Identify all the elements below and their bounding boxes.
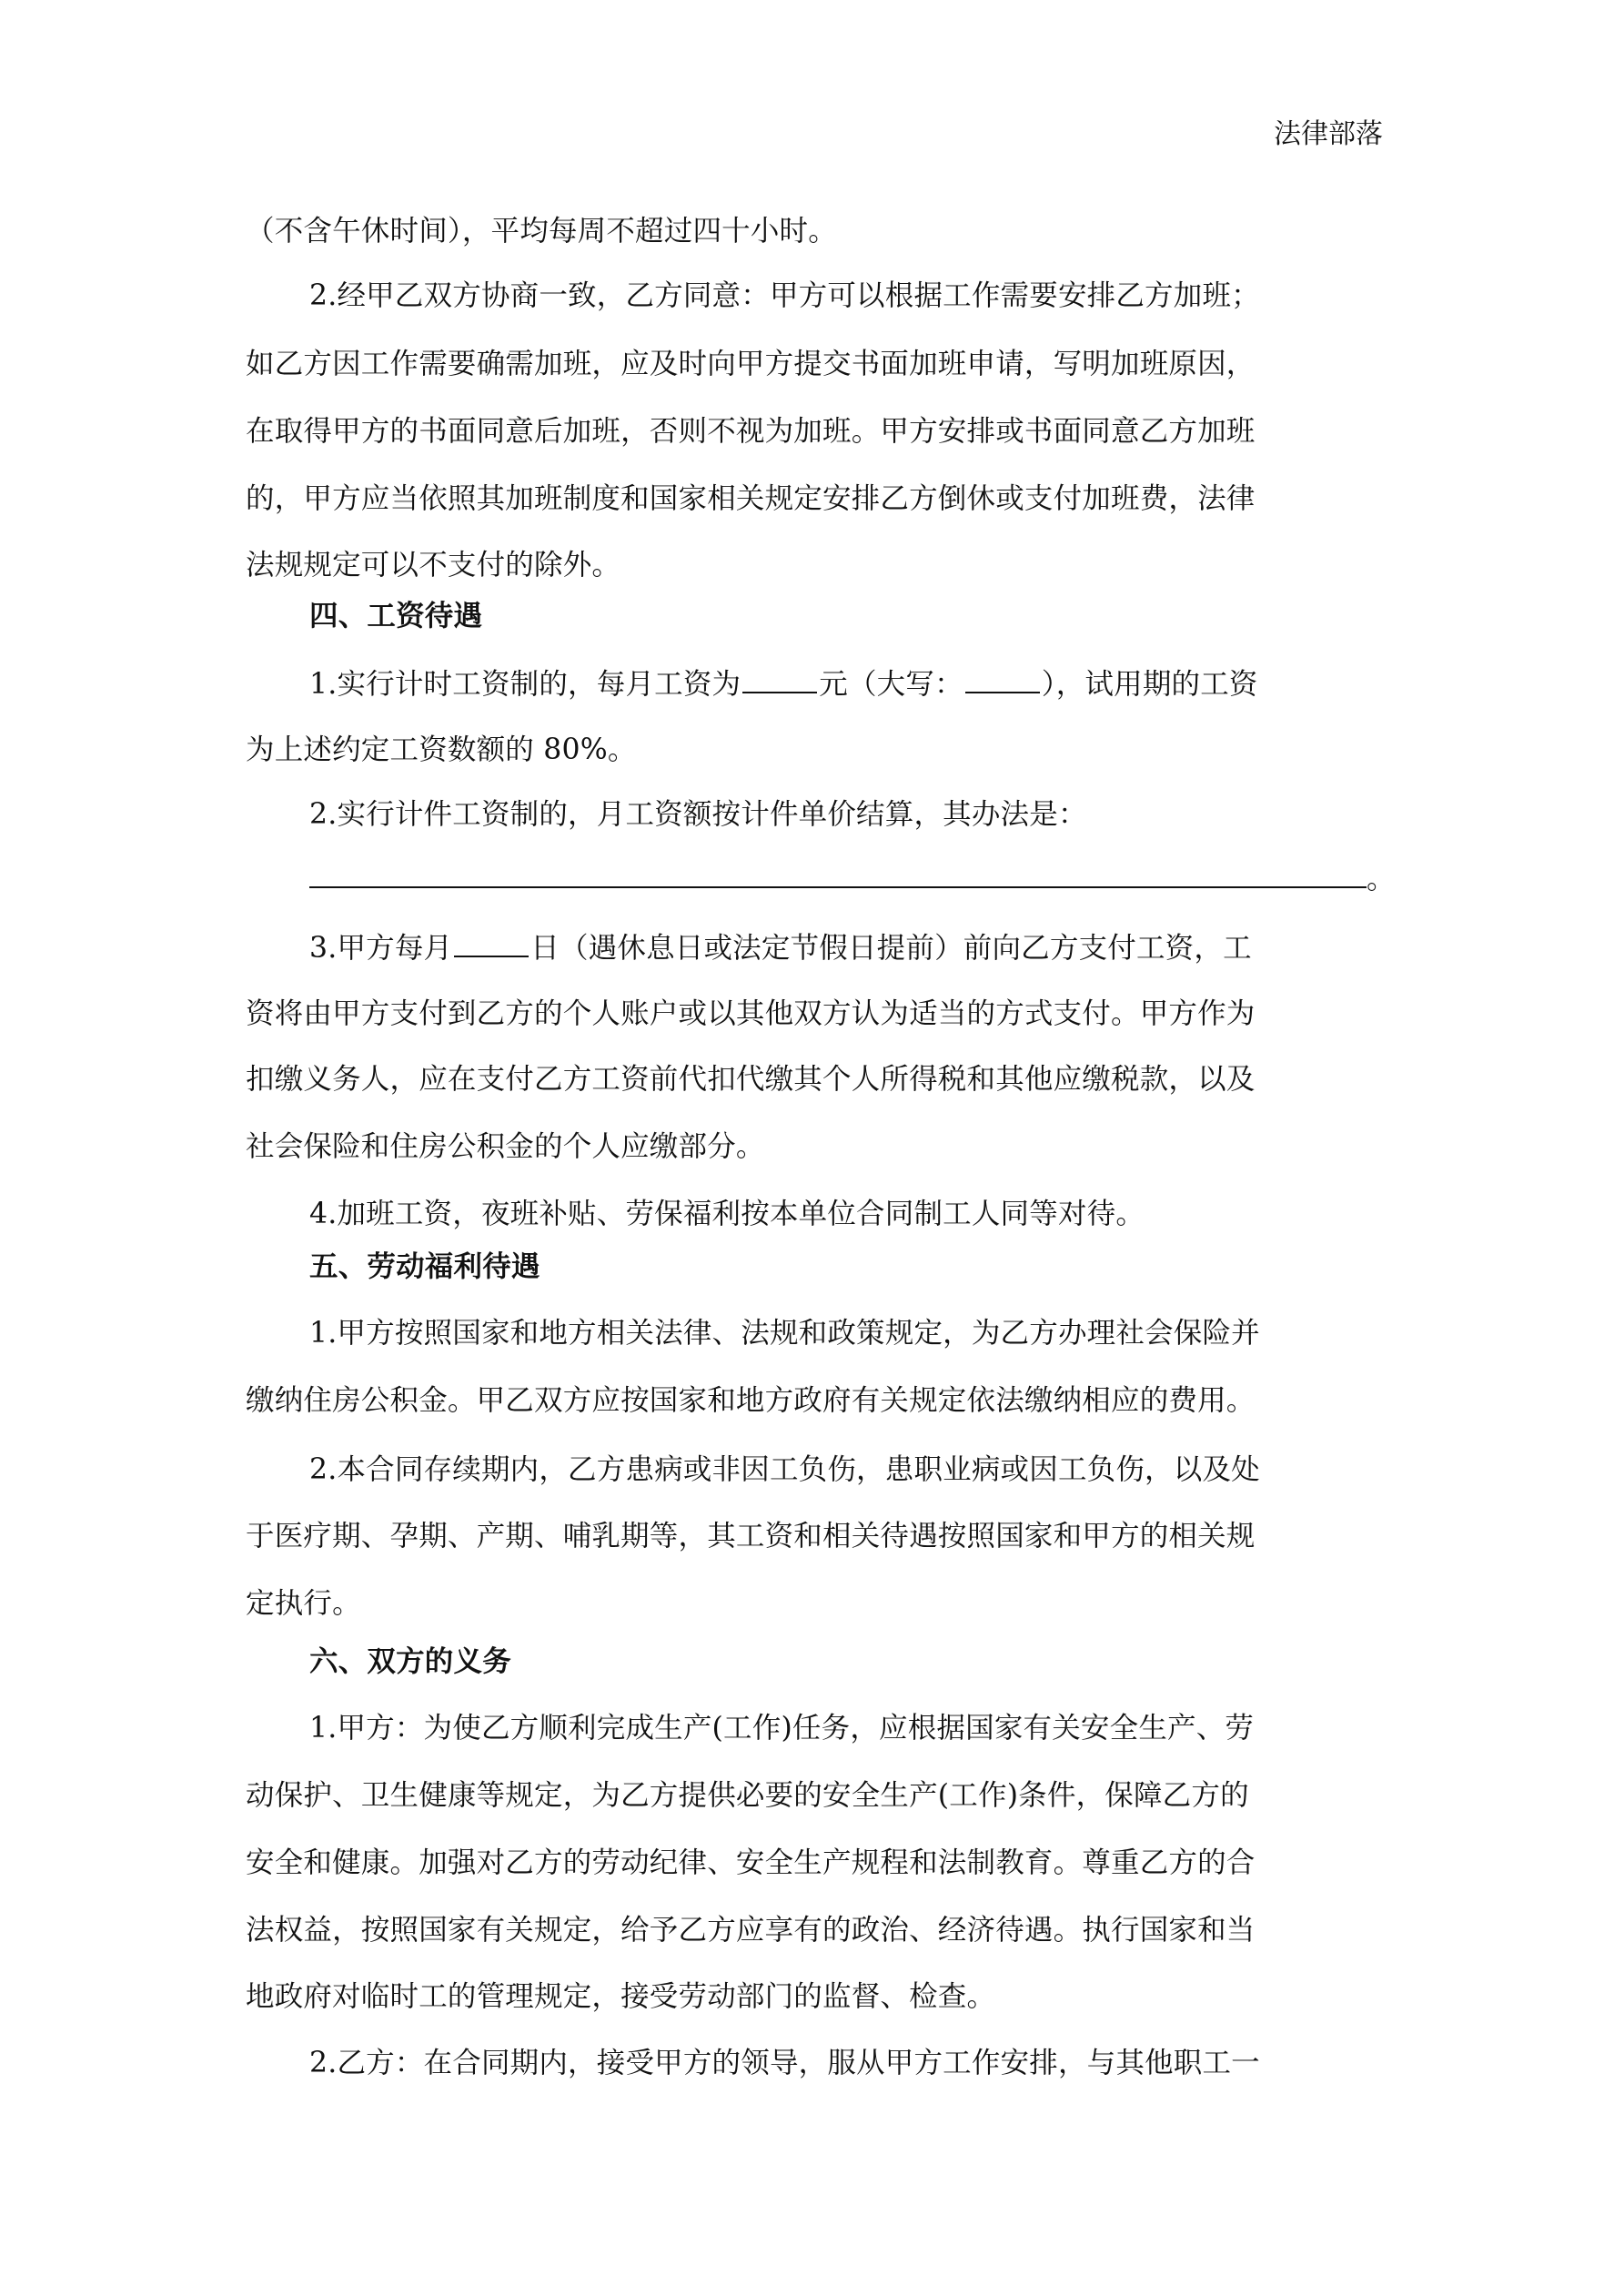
fill-blank <box>965 664 1040 693</box>
text-line: 1.甲方：为使乙方顺利完成生产(工作)任务，应根据国家有关安全生产、劳 <box>309 1712 1255 1745</box>
text-line: 如乙方因工作需要确需加班，应及时向甲方提交书面加班申请，写明加班原因， <box>246 348 1256 380</box>
fill-blank <box>309 859 1367 888</box>
text-line: 在取得甲方的书面同意后加班，否则不视为加班。甲方安排或书面同意乙方加班 <box>246 415 1256 448</box>
fill-blank <box>742 664 817 693</box>
text-line: 4.加班工资，夜班补贴、劳保福利按本单位合同制工人同等对待。 <box>309 1198 1145 1230</box>
text-segment: 1.实行计时工资制的，每月工资为 <box>309 668 741 701</box>
page-header-label: 法律部落 <box>1274 118 1383 150</box>
text-segment: 。 <box>1367 863 1396 895</box>
text-segment: 元（大写： <box>819 668 963 701</box>
text-line: 2.经甲乙双方协商一致，乙方同意：甲方可以根据工作需要安排乙方加班； <box>309 279 1260 312</box>
text-line: （不含午休时间），平均每周不超过四十小时。 <box>246 215 837 248</box>
text-line: 2.本合同存续期内，乙方患病或非因工负伤，患职业病或因工负伤，以及处 <box>309 1453 1260 1486</box>
text-line: 社会保险和住房公积金的个人应缴部分。 <box>246 1130 765 1163</box>
text-line: 2.乙方：在合同期内，接受甲方的领导，服从甲方工作安排，与其他职工一 <box>309 2047 1260 2079</box>
section-heading: 六、双方的义务 <box>309 1645 511 1678</box>
text-line: 定执行。 <box>246 1587 361 1620</box>
text-line: 资将由甲方支付到乙方的个人账户或以其他双方认为适当的方式支付。甲方作为 <box>246 997 1256 1030</box>
text-line-with-blanks <box>309 928 1383 966</box>
section-heading: 五、劳动福利待遇 <box>309 1250 540 1283</box>
text-line: 法规规定可以不支付的除外。 <box>246 549 621 582</box>
text-segment: 日（遇休息日或法定节假日提前）前向乙方支付工资，工 <box>530 932 1252 965</box>
text-line: 2.实行计件工资制的，月工资额按计件单价结算，其办法是： <box>309 798 1087 831</box>
text-segment: ），试用期的工资 <box>1041 668 1258 701</box>
text-segment: 3.甲方每月 <box>309 932 453 965</box>
long-fill-line <box>309 859 1396 897</box>
text-line: 缴纳住房公积金。甲乙双方应按国家和地方政府有关规定依法缴纳相应的费用。 <box>246 1384 1256 1417</box>
section-heading: 四、工资待遇 <box>309 600 483 632</box>
text-line: 法权益，按照国家有关规定，给予乙方应享有的政治、经济待遇。执行国家和当 <box>246 1914 1256 1947</box>
text-line: 扣缴义务人，应在支付乙方工资前代扣代缴其个人所得税和其他应缴税款，以及 <box>246 1063 1256 1096</box>
text-line: 动保护、卫生健康等规定，为乙方提供必要的安全生产(工作)条件，保障乙方的 <box>246 1779 1249 1812</box>
text-line-with-blanks <box>309 664 1383 703</box>
text-line: 安全和健康。加强对乙方的劳动纪律、安全生产规程和法制教育。尊重乙方的合 <box>246 1846 1256 1879</box>
text-line: 1.甲方按照国家和地方相关法律、法规和政策规定，为乙方办理社会保险并 <box>309 1317 1260 1350</box>
text-line: 地政府对临时工的管理规定，接受劳动部门的监督、检查。 <box>246 1980 996 2013</box>
text-line: 于医疗期、孕期、产期、哺乳期等，其工资和相关待遇按照国家和甲方的相关规 <box>246 1520 1256 1553</box>
fill-blank <box>454 928 529 957</box>
text-line: 为上述约定工资数额的 80%。 <box>246 733 637 766</box>
text-line: 的，甲方应当依照其加班制度和国家相关规定安排乙方倒休或支付加班费，法律 <box>246 482 1256 515</box>
